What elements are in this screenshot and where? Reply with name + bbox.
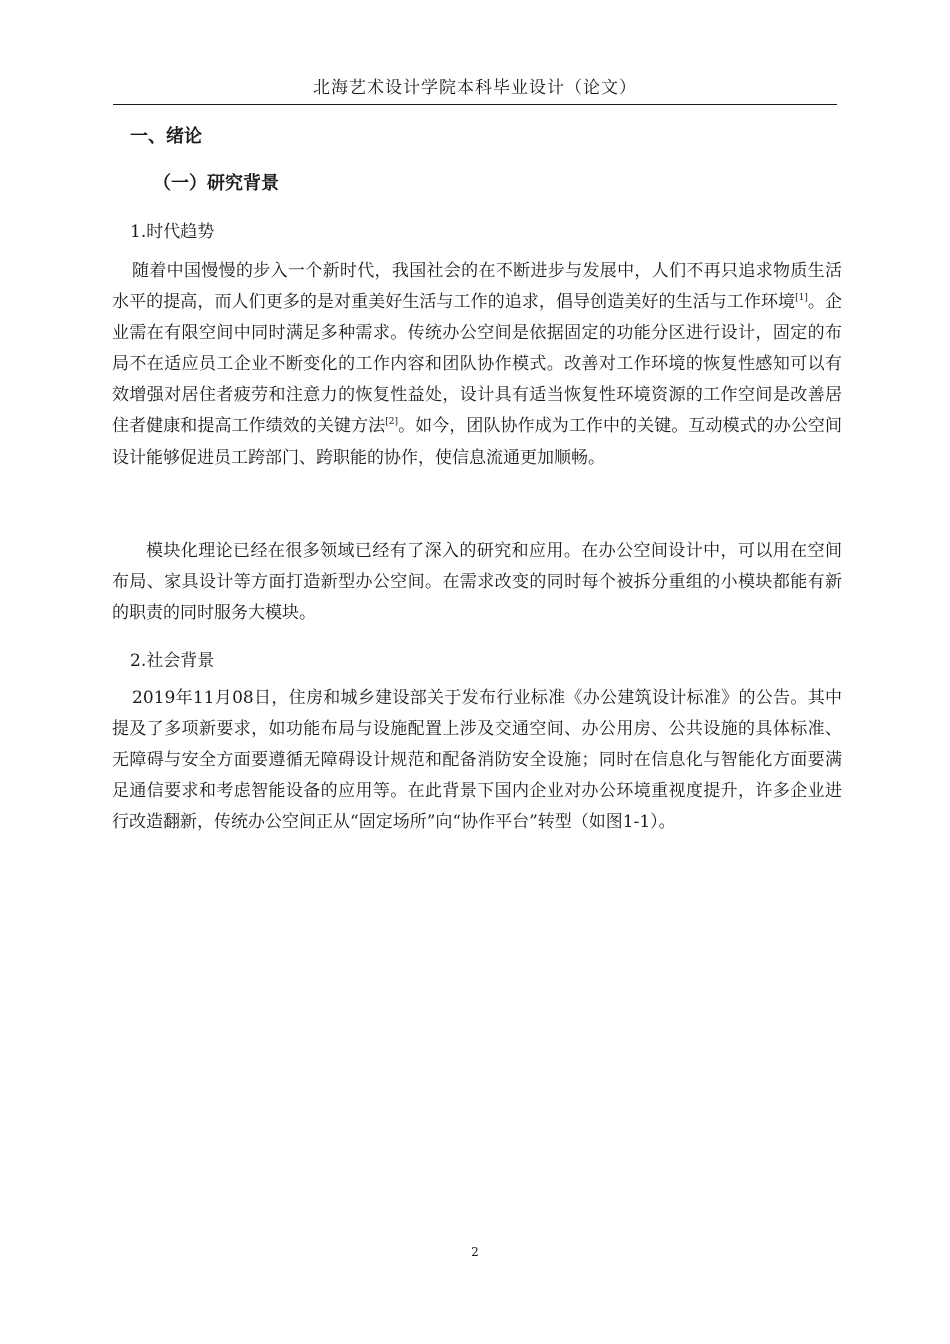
citation-ref-2[interactable]: [2]: [385, 417, 398, 428]
chapter-heading: 一、绪论: [130, 126, 202, 147]
paragraph-text: 。如今，团队协作成为工作中的关键。互动模式的办公空间设计能够促进员工跨部门、跨职能的协作，使信息流通更加顺畅。: [112, 416, 843, 468]
header-rule: [113, 104, 837, 105]
section-heading: （一）研究背景: [153, 173, 279, 194]
page-header: 北海艺术设计学院本科毕业设计（论文）: [313, 78, 637, 98]
paragraph-era-trend-2: 模块化理论已经在很多领域已经有了深入的研究和应用。在办公空间设计中，可以用在空间布局、家具设计等方面打造新型办公空间。在需求改变的同时每个被拆分重组的小模块都能有新的职责的同时服务大模块。: [112, 541, 842, 624]
paragraph-text: 。企业需在有限空间中同时满足多种需求。传统办公空间是依据固定的功能分区进行设计，固定的布局不在适应员工企业不断变化的工作内容和团队协作模式。改善对工作环境的恢复性感知可以有效增强对居住者疲劳和注意力的恢复性益处，设计具有适当恢复性环境资源的工作空间是改善居住者健康和提高工作绩效的关键方法: [112, 292, 842, 437]
paragraph-era-trend-1: [112, 256, 842, 474]
page-number: 2: [471, 1245, 479, 1259]
subheading-social-background: 2.社会背景: [130, 651, 215, 671]
paragraph-social-background: 2019年11月08日，住房和城乡建设部关于发布行业标准《办公建筑设计标准》的公告。其中提及了多项新要求，如功能布局与设施配置上涉及交通空间、办公用房、公共设施的具体标准、无障碍与安全方面要遵循无障碍设计规范和配备消防安全设施；同时在信息化与智能化方面要满足通信要求和考虑智能设备的应用等。在此背景下国内企业对办公环境重视度提升，许多企业进行改造翻新，传统办公空间正从“固定场所”向“协作平台”转型（如图1-1）。: [112, 688, 842, 833]
citation-ref-1[interactable]: [1]: [795, 293, 808, 304]
subheading-era-trend: 1.时代趋势: [130, 222, 215, 242]
paragraph-text: 随着中国慢慢的步入一个新时代，我国社会的在不断进步与发展中，人们不再只追求物质生活水平的提高，而人们更多的是对重美好生活与工作的追求，倡导创造美好的生活与工作环境: [112, 261, 842, 313]
